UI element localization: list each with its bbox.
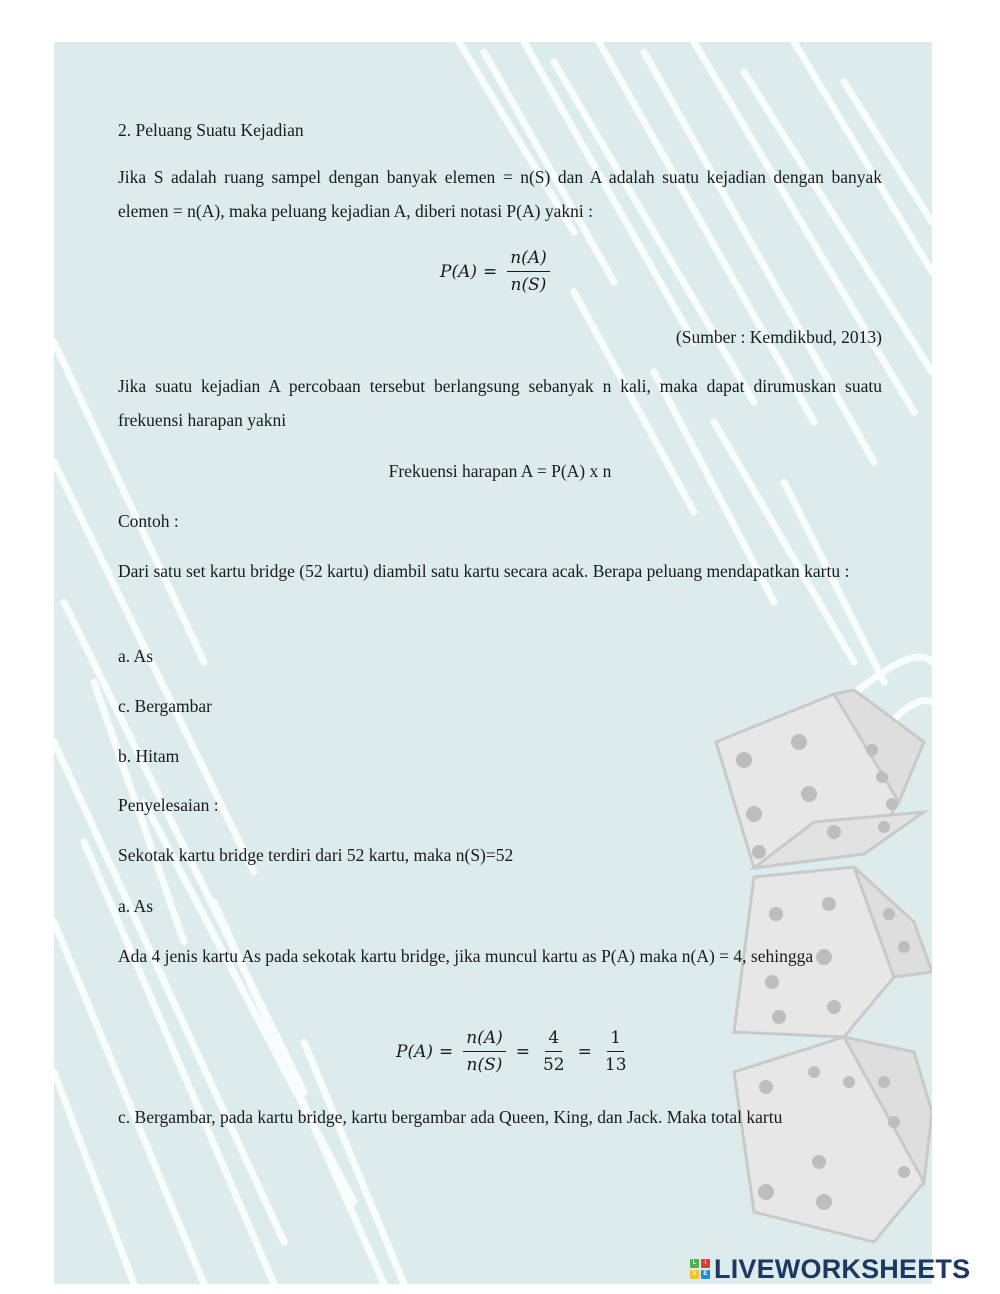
formula1-equals: =	[482, 261, 498, 282]
worksheet-content	[54, 42, 932, 1284]
formula3-equals-1: =	[438, 1041, 454, 1062]
part-a-formula	[396, 1028, 634, 1075]
liveworksheets-logo-text: LIVEWORKSHEETS	[714, 1253, 971, 1284]
example-question: Dari satu set kartu bridge (52 kartu) diambil satu kartu secara acak. Berapa peluang mendapatkan kartu :	[118, 561, 850, 581]
liveworksheets-logo[interactable]	[690, 1254, 970, 1284]
formula3-lhs: P(A)	[396, 1041, 433, 1062]
part-c-explanation: c. Bergambar, pada kartu bridge, kartu bergambar ada Queen, King, dan Jack. Maka total kartu	[118, 1107, 783, 1127]
formula3-equals-2: =	[515, 1041, 530, 1062]
definition-paragraph: Jika S adalah ruang sampel dengan banyak elemen = n(S) dan A adalah suatu kejadian dengan banyak elemen = n(A), maka peluang kejadian A, diberi notasi P(A) yakni :	[118, 167, 882, 221]
formula3-numerator-2: 4	[545, 1028, 562, 1052]
expected-frequency-formula: Frekuensi harapan A = P(A) x n	[388, 461, 612, 481]
option-a: a. As	[118, 646, 153, 666]
formula3-denominator-2: 52	[542, 1055, 565, 1075]
solution-label: Penyelesaian :	[118, 795, 219, 815]
expected-frequency-paragraph: Jika suatu kejadian A percobaan tersebut berlangsung sebanyak n kali, maka dapat dirumuskan suatu frekuensi harapan yakni	[118, 376, 882, 430]
source-citation: (Sumber : Kemdikbud, 2013)	[675, 327, 882, 347]
formula3-fraction-2	[540, 1028, 568, 1075]
formula3-numerator-3: 1	[607, 1028, 624, 1052]
option-c: c. Bergambar	[118, 696, 212, 716]
formula1-fraction	[507, 248, 550, 295]
formula3-denominator-3: 13	[604, 1055, 627, 1075]
probability-formula	[440, 248, 554, 295]
formula3-equals-3: =	[577, 1041, 592, 1062]
formula3-denominator-1: n(S)	[466, 1055, 503, 1075]
formula3-fraction-3	[602, 1028, 630, 1075]
liveworksheets-logo-icon: L I V E	[690, 1259, 710, 1279]
section-heading: 2. Peluang Suatu Kejadian	[118, 120, 304, 140]
solution-intro: Sekotak kartu bridge terdiri dari 52 kartu, maka n(S)=52	[118, 845, 514, 865]
example-label: Contoh :	[118, 511, 179, 531]
worksheet-page	[54, 42, 932, 1284]
part-a-explanation: Ada 4 jenis kartu As pada sekotak kartu bridge, jika muncul kartu as P(A) maka n(A) = 4, sehingga	[118, 946, 814, 966]
formula1-numerator: n(A)	[507, 248, 550, 272]
formula3-numerator-1: n(A)	[463, 1028, 506, 1052]
formula1-denominator: n(S)	[510, 275, 547, 295]
formula3-fraction-1	[463, 1028, 506, 1075]
part-a-label: a. As	[118, 896, 153, 916]
option-b: b. Hitam	[118, 746, 180, 766]
formula1-lhs: P(A)	[440, 261, 477, 282]
